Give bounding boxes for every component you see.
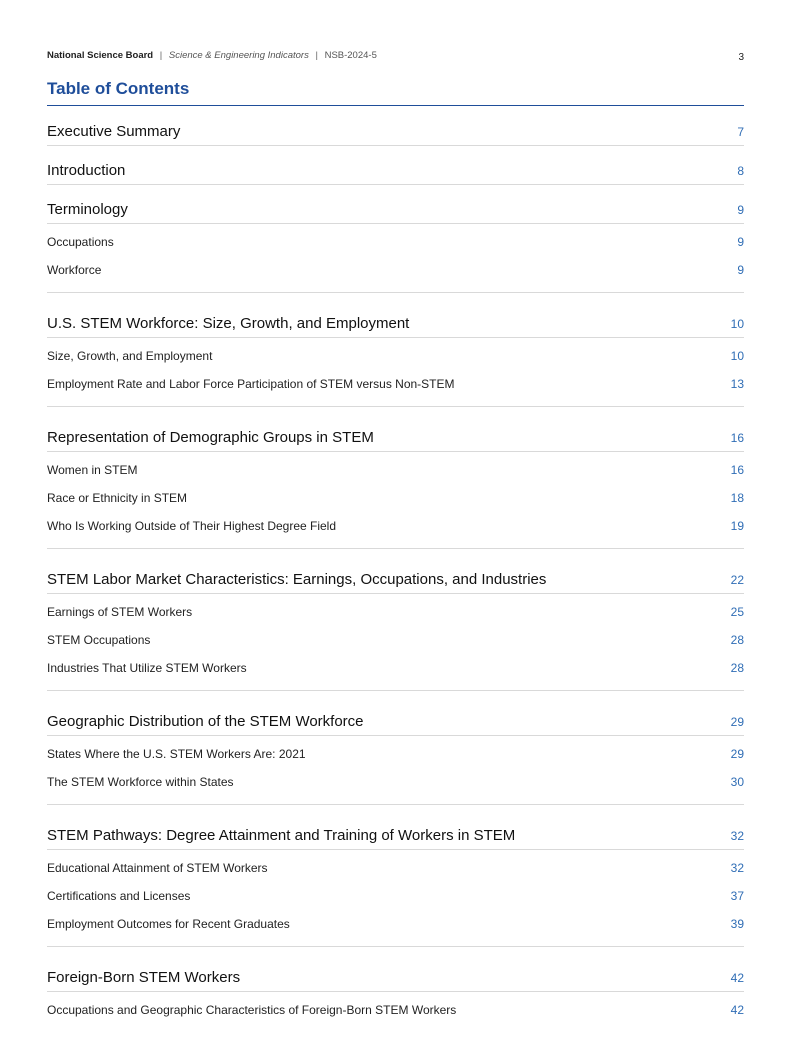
toc-subsection-link[interactable] <box>47 740 744 768</box>
toc-page-number[interactable]: 29 <box>730 747 744 761</box>
toc-page-number[interactable]: 39 <box>730 917 744 931</box>
toc-section <box>47 566 744 691</box>
toc-section-title[interactable]: STEM Labor Market Characteristics: Earnings, Occupations, and Industries <box>47 571 547 588</box>
toc-subsection-link[interactable] <box>47 882 744 910</box>
toc-subsection-link[interactable] <box>47 654 744 682</box>
toc-section <box>47 310 744 407</box>
toc-section-title[interactable]: Introduction <box>47 162 126 179</box>
page-header <box>47 50 744 61</box>
toc-section-title[interactable]: Geographic Distribution of the STEM Workforce <box>47 713 364 730</box>
toc-section-link[interactable] <box>47 566 744 594</box>
toc-section-link[interactable] <box>47 310 744 338</box>
toc-section <box>47 822 744 947</box>
toc-subsection-link[interactable] <box>47 996 744 1024</box>
toc-section <box>47 157 744 185</box>
toc-section-link[interactable] <box>47 157 744 185</box>
toc-page-number[interactable]: 13 <box>730 377 744 391</box>
toc-subsection-link[interactable] <box>47 626 744 654</box>
toc-section-title[interactable]: STEM Pathways: Degree Attainment and Training of Workers in STEM <box>47 827 516 844</box>
toc-subsection-link[interactable] <box>47 484 744 512</box>
toc-subsection-title[interactable]: Earnings of STEM Workers <box>47 605 193 619</box>
toc-page-number[interactable]: 9 <box>737 235 744 249</box>
toc-page-number[interactable]: 25 <box>730 605 744 619</box>
toc-subsection-title[interactable]: Occupations <box>47 235 114 249</box>
toc-subsection-title[interactable]: Race or Ethnicity in STEM <box>47 491 188 505</box>
toc-page-number[interactable]: 19 <box>730 519 744 533</box>
toc-section <box>47 708 744 805</box>
toc-subsection-title[interactable]: Employment Outcomes for Recent Graduates <box>47 917 290 931</box>
toc-section-link[interactable] <box>47 964 744 992</box>
toc-subsection-title[interactable]: The STEM Workforce within States <box>47 775 234 789</box>
toc-page-number[interactable]: 42 <box>730 1003 744 1017</box>
page-number: 3 <box>738 52 744 63</box>
table-of-contents <box>47 118 744 1049</box>
toc-subsection-link[interactable] <box>47 256 744 284</box>
toc-section-link[interactable] <box>47 822 744 850</box>
toc-subsection-link[interactable] <box>47 228 744 256</box>
toc-section <box>47 424 744 549</box>
toc-subsection-link[interactable] <box>47 342 744 370</box>
toc-page-number[interactable]: 22 <box>730 572 744 587</box>
toc-subsection-title[interactable]: Industries That Utilize STEM Workers <box>47 661 247 675</box>
toc-section-link[interactable] <box>47 196 744 224</box>
toc-section <box>47 196 744 293</box>
toc-section-link[interactable] <box>47 424 744 452</box>
toc-page-number[interactable]: 42 <box>730 970 744 985</box>
toc-page-number[interactable]: 16 <box>730 463 744 477</box>
toc-page-number[interactable]: 29 <box>730 714 744 729</box>
header-org: National Science Board <box>47 50 154 61</box>
header-separator: | <box>315 50 318 61</box>
toc-section-link[interactable] <box>47 708 744 736</box>
toc-subsection-link[interactable] <box>47 598 744 626</box>
toc-subsection-title[interactable]: Women in STEM <box>47 463 138 477</box>
toc-section-title[interactable]: Executive Summary <box>47 123 181 140</box>
toc-section-title[interactable]: Terminology <box>47 201 128 218</box>
toc-subsection-title[interactable]: Size, Growth, and Employment <box>47 349 213 363</box>
toc-page-number[interactable]: 18 <box>730 491 744 505</box>
toc-subsection-link[interactable] <box>47 456 744 484</box>
toc-subsection-link[interactable] <box>47 910 744 938</box>
toc-subsection-title[interactable]: Employment Rate and Labor Force Participation of STEM versus Non-STEM <box>47 377 455 391</box>
toc-subsection-title[interactable]: Who Is Working Outside of Their Highest Degree Field <box>47 519 337 533</box>
toc-page-number[interactable]: 8 <box>737 163 744 178</box>
toc-page-number[interactable]: 9 <box>737 263 744 277</box>
toc-page-number[interactable]: 10 <box>730 349 744 363</box>
toc-subsection-link[interactable] <box>47 512 744 540</box>
toc-page-number[interactable]: 7 <box>737 124 744 139</box>
toc-section-title[interactable]: U.S. STEM Workforce: Size, Growth, and Employment <box>47 315 410 332</box>
toc-page-number[interactable]: 37 <box>730 889 744 903</box>
toc-section-title[interactable]: Representation of Demographic Groups in STEM <box>47 429 374 446</box>
toc-subsection-title[interactable]: Workforce <box>47 263 102 277</box>
toc-subsection-link[interactable] <box>47 854 744 882</box>
toc-page-number[interactable]: 28 <box>730 633 744 647</box>
toc-page-number[interactable]: 9 <box>737 202 744 217</box>
toc-subsection-title[interactable]: Occupations and Geographic Characteristics of Foreign-Born STEM Workers <box>47 1003 457 1017</box>
header-separator: | <box>159 50 163 61</box>
toc-section-link[interactable] <box>47 118 744 146</box>
toc-page-number[interactable]: 30 <box>730 775 744 789</box>
toc-section <box>47 964 744 1032</box>
toc-section <box>47 118 744 146</box>
toc-page-number[interactable]: 28 <box>730 661 744 675</box>
toc-subsection-title[interactable]: Educational Attainment of STEM Workers <box>47 861 268 875</box>
toc-subsection-link[interactable] <box>47 370 744 398</box>
toc-section-title[interactable]: Foreign-Born STEM Workers <box>47 969 241 986</box>
toc-subsection-link[interactable] <box>47 768 744 796</box>
toc-page-number[interactable]: 16 <box>730 430 744 445</box>
toc-page-number[interactable]: 32 <box>730 861 744 875</box>
toc-subsection-title[interactable]: Certifications and Licenses <box>47 889 191 903</box>
toc-subsection-title[interactable]: STEM Occupations <box>47 633 151 647</box>
toc-page-number[interactable]: 32 <box>730 828 744 843</box>
toc-subsection-title[interactable]: States Where the U.S. STEM Workers Are: 2021 <box>47 747 306 761</box>
header-report-id: NSB-2024-5 <box>324 50 377 61</box>
toc-title: Table of Contents <box>47 79 744 106</box>
header-publication: Science & Engineering Indicators <box>168 50 309 61</box>
toc-page-number[interactable]: 10 <box>730 316 744 331</box>
